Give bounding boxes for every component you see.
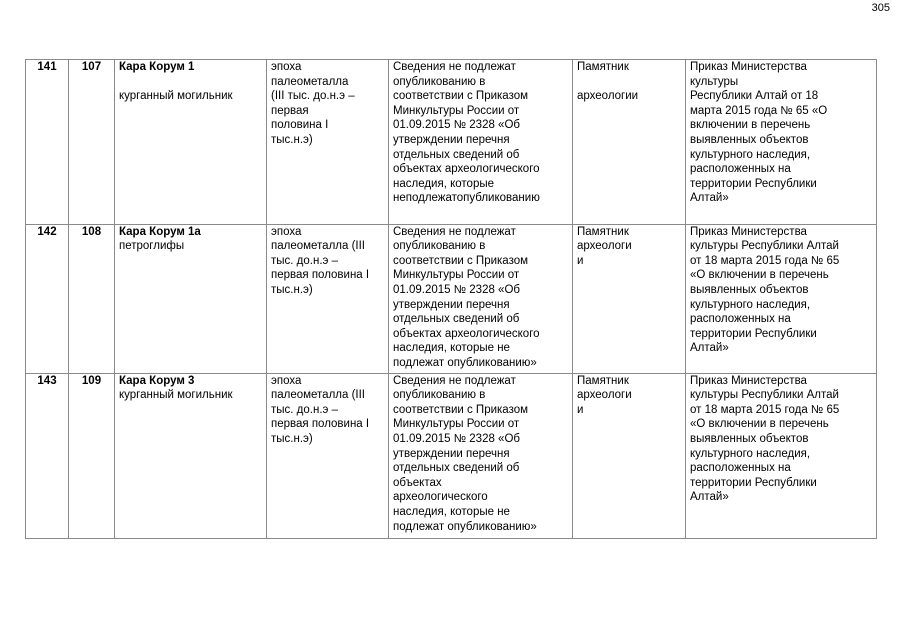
period-cell: (III тыс. до.н.э – первая половина I тыс.н.э)	[267, 89, 389, 224]
page-number: 305	[871, 2, 890, 14]
object-name: Кара Корум 1а	[119, 225, 201, 238]
register-number-cell	[69, 89, 115, 224]
table-row	[26, 89, 877, 224]
table-row	[26, 60, 877, 90]
row-number-cell: 142	[26, 224, 69, 373]
document-cell: Приказ Министерства культуры Республики Алтай от 18 марта 2015 года № 65 «О включении в перечень выявленных объектов культурного наследия, расположенных на территории Республики Алтай»	[686, 373, 877, 538]
object-kind: петроглифы	[119, 240, 185, 253]
document-cell: Приказ Министерства культуры Республики Алтай от 18 марта 2015 года № 65 «О включении в перечень выявленных объектов культурного наследия, расположенных на территории Республики Алтай»	[686, 224, 877, 373]
row-number-cell	[26, 89, 69, 224]
table-row	[26, 224, 877, 373]
object-name-cell	[115, 224, 267, 373]
register-number-cell: 108	[69, 224, 115, 373]
register-number-cell: 107	[69, 60, 115, 90]
period-cell: эпоха палеометалла (III тыс. до.н.э – первая половина I тыс.н.э)	[267, 224, 389, 373]
monuments-table	[25, 59, 877, 539]
row-number-cell: 143	[26, 373, 69, 538]
object-kind-cell	[115, 89, 267, 224]
table-row	[26, 373, 877, 538]
object-kind: курганный могильник	[119, 90, 233, 103]
object-name-cell	[115, 373, 267, 538]
type-cell: Памятник	[573, 60, 686, 90]
period-cell: эпоха палеометалла	[267, 60, 389, 90]
type-cell: археологии	[573, 89, 686, 224]
type-cell: Памятник археологи и	[573, 224, 686, 373]
document-cell: Республики Алтай от 18 марта 2015 года № 65 «О включении в перечень выявленных объектов культурного наследия, расположенных на территории Республики Алтай»	[686, 89, 877, 224]
object-name: Кара Корум 1	[119, 61, 195, 73]
info-cell: Сведения не подлежат опубликованию в	[389, 60, 573, 90]
row-number-cell: 141	[26, 60, 69, 90]
object-kind: курганный могильник	[119, 389, 233, 402]
info-cell: Сведения не подлежат опубликованию в соответствии с Приказом Минкультуры России от 01.09.2015 № 2328 «Об утверждении перечня отдельных сведений об объектах археологического наследия, которые не подлежат опубликованию»	[389, 373, 573, 538]
object-name: Кара Корум 3	[119, 374, 195, 387]
type-cell: Памятник археологи и	[573, 373, 686, 538]
period-cell: эпоха палеометалла (III тыс. до.н.э – первая половина I тыс.н.э)	[267, 373, 389, 538]
register-number-cell: 109	[69, 373, 115, 538]
info-cell: Сведения не подлежат опубликованию в соответствии с Приказом Минкультуры России от 01.09.2015 № 2328 «Об утверждении перечня отдельных сведений об объектах археологического наследия, которые не подлежат опубликованию»	[389, 224, 573, 373]
object-name-cell	[115, 60, 267, 90]
info-cell: соответствии с Приказом Минкультуры России от 01.09.2015 № 2328 «Об утверждении перечня отдельных сведений об объектах археологического наследия, которые неподлежатопубликованию	[389, 89, 573, 224]
document-cell: Приказ Министерства культуры	[686, 60, 877, 90]
